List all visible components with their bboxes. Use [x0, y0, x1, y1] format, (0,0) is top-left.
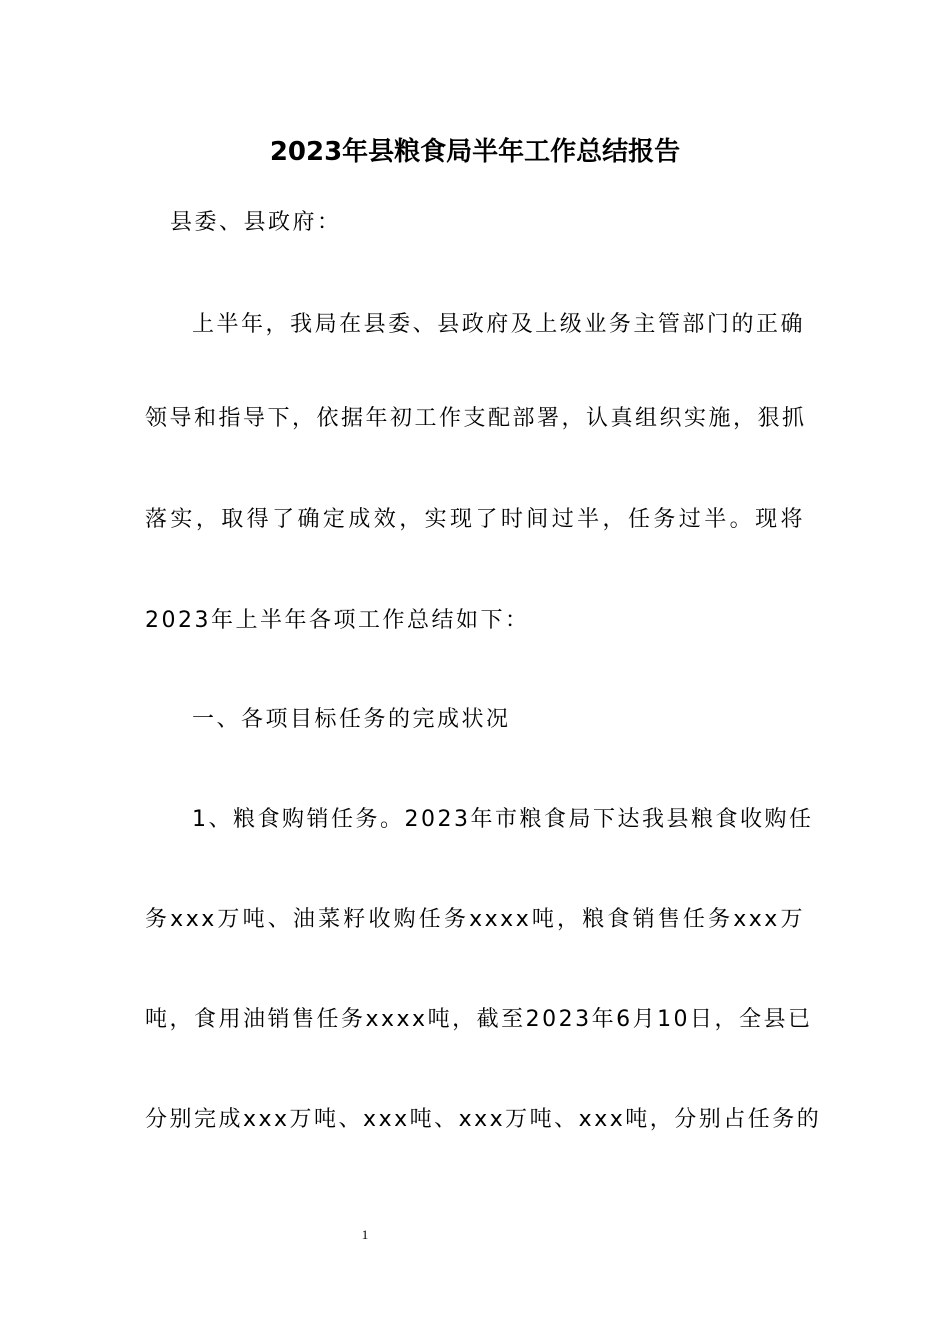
salutation: 县委、县政府：: [170, 210, 342, 235]
paragraph-line: 领导和指导下，依据年初工作支配部署，认真组织实施，狠抓: [145, 406, 807, 431]
paragraph-line: 1、粮食购销任务。2023年市粮食局下达我县粮食收购任: [192, 807, 814, 832]
paragraph-line: 上半年，我局在县委、县政府及上级业务主管部门的正确: [192, 312, 805, 337]
document-title: 2023年县粮食局半年工作总结报告: [269, 137, 681, 167]
paragraph-line: 务xxx万吨、油菜籽收购任务xxxx吨，粮食销售任务xxx万: [145, 907, 805, 932]
section-heading: 一、各项目标任务的完成状况: [192, 707, 511, 732]
page-number: 1: [361, 1227, 369, 1242]
paragraph-line: 分别完成xxx万吨、xxx吨、xxx万吨、xxx吨，分别占任务的: [145, 1107, 822, 1132]
paragraph-line: 2023年上半年各项工作总结如下：: [145, 608, 530, 633]
paragraph-line: 落实，取得了确定成效，实现了时间过半，任务过半。现将: [145, 507, 805, 532]
paragraph-line: 吨，食用油销售任务xxxx吨，截至2023年6月10日，全县已: [145, 1007, 813, 1032]
